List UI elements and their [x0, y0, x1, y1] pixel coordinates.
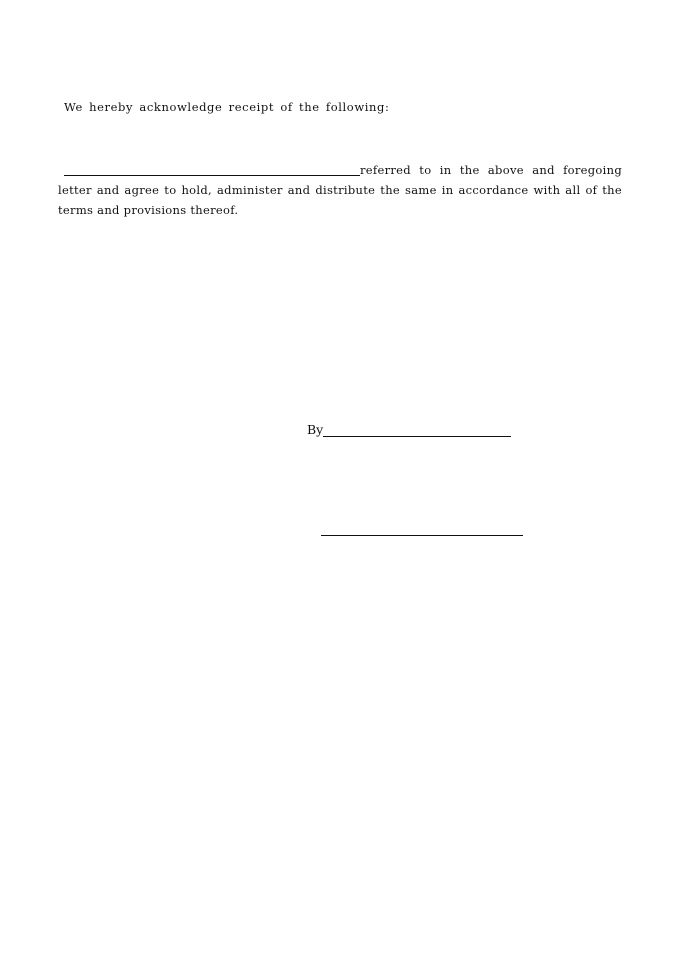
- signature-blank-line: [323, 423, 511, 437]
- signature-by-line: [307, 422, 511, 437]
- name-title-blank-line: [321, 535, 523, 536]
- acknowledgement-paragraph-text: referred to in the above and foregoing letter and agree to hold, administer and distribute the same in accordance with all of the terms and provisions thereof.: [58, 163, 622, 217]
- by-label: By: [307, 422, 324, 437]
- item-blank-line: [64, 161, 360, 176]
- acknowledgement-intro: We hereby acknowledge receipt of the following:: [64, 100, 390, 114]
- acknowledgement-paragraph: [58, 160, 622, 220]
